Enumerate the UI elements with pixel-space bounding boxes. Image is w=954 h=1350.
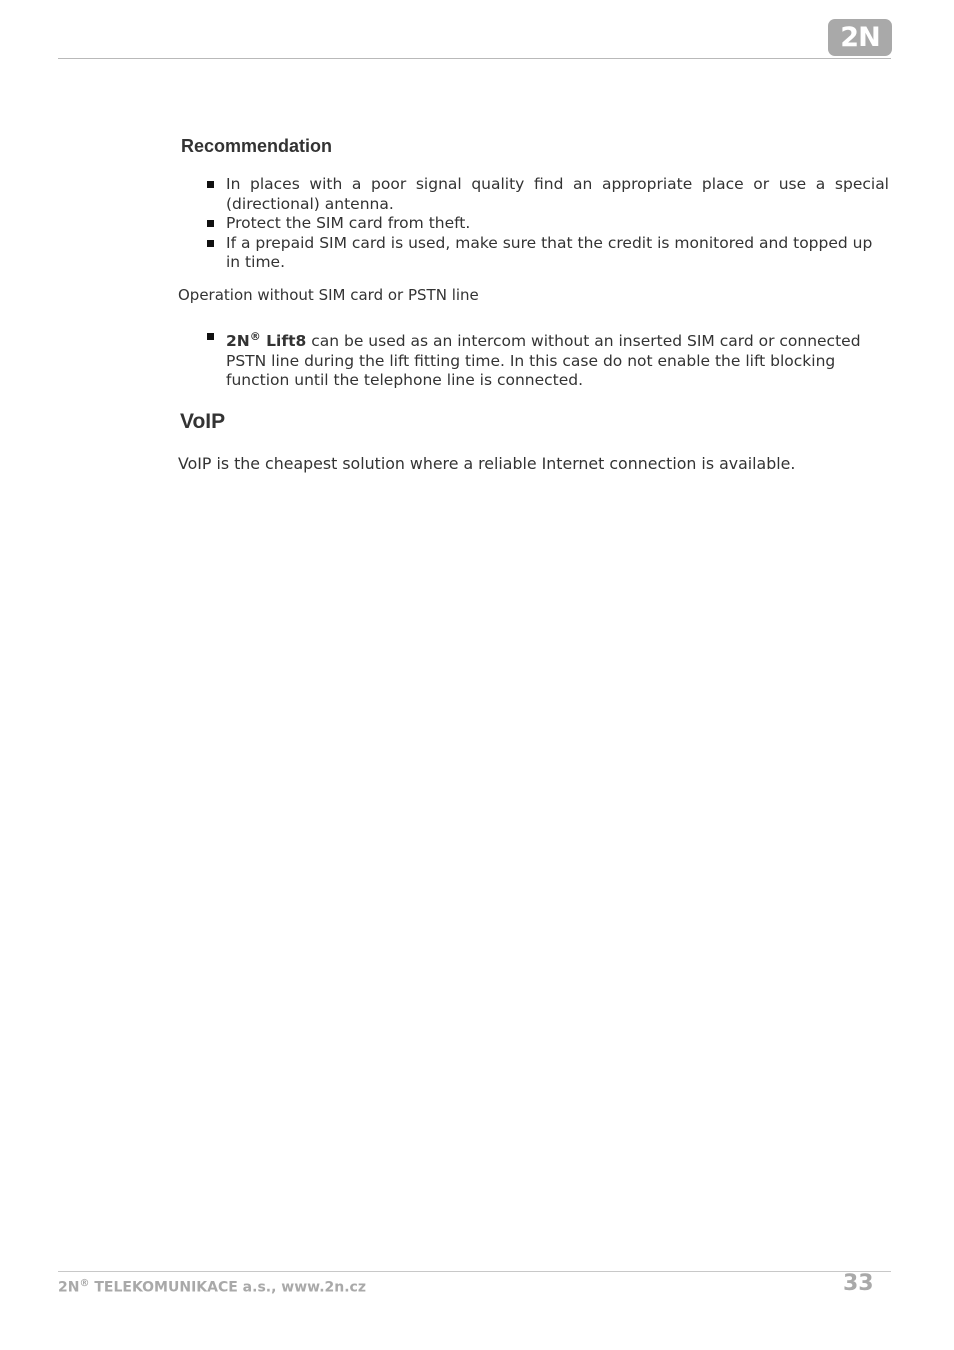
footer-company: [58, 1278, 366, 1296]
footer-brand: 2N: [58, 1279, 80, 1296]
voip-paragraph: VoIP is the cheapest solution where a reliable Internet connection is available.: [178, 454, 796, 473]
logo-text: 2N: [840, 22, 880, 53]
brand-name: 2N: [226, 332, 250, 351]
brand-logo: [828, 19, 892, 56]
voip-heading: VoIP: [180, 410, 226, 433]
recommendation-list: [207, 175, 889, 273]
footer-divider: [58, 1271, 891, 1272]
page-number: 33: [843, 1271, 874, 1296]
operation-list: [207, 327, 889, 391]
footer-registered-mark: ®: [79, 1278, 90, 1289]
operation-text: can be used as an intercom without an inserted SIM card or connected PSTN line during the lift fitting time. In this case do not enable the lift blocking function until the telephone line is connected.: [226, 332, 861, 390]
list-item: Protect the SIM card from theft.: [207, 214, 889, 234]
list-item: If a prepaid SIM card is used, make sure that the credit is monitored and topped up in time.: [207, 234, 889, 273]
product-model: Lift8: [260, 332, 307, 351]
registered-mark: ®: [249, 330, 261, 343]
list-item: In places with a poor signal quality find an appropriate place or use a special (directional) antenna.: [207, 175, 889, 214]
header-divider: [58, 58, 891, 59]
list-item: [207, 327, 889, 391]
recommendation-heading: Recommendation: [181, 136, 333, 156]
operation-heading: Operation without SIM card or PSTN line: [178, 286, 479, 304]
footer-company-text: TELEKOMUNIKACE a.s., www.2n.cz: [89, 1279, 366, 1296]
product-name: [226, 332, 306, 350]
